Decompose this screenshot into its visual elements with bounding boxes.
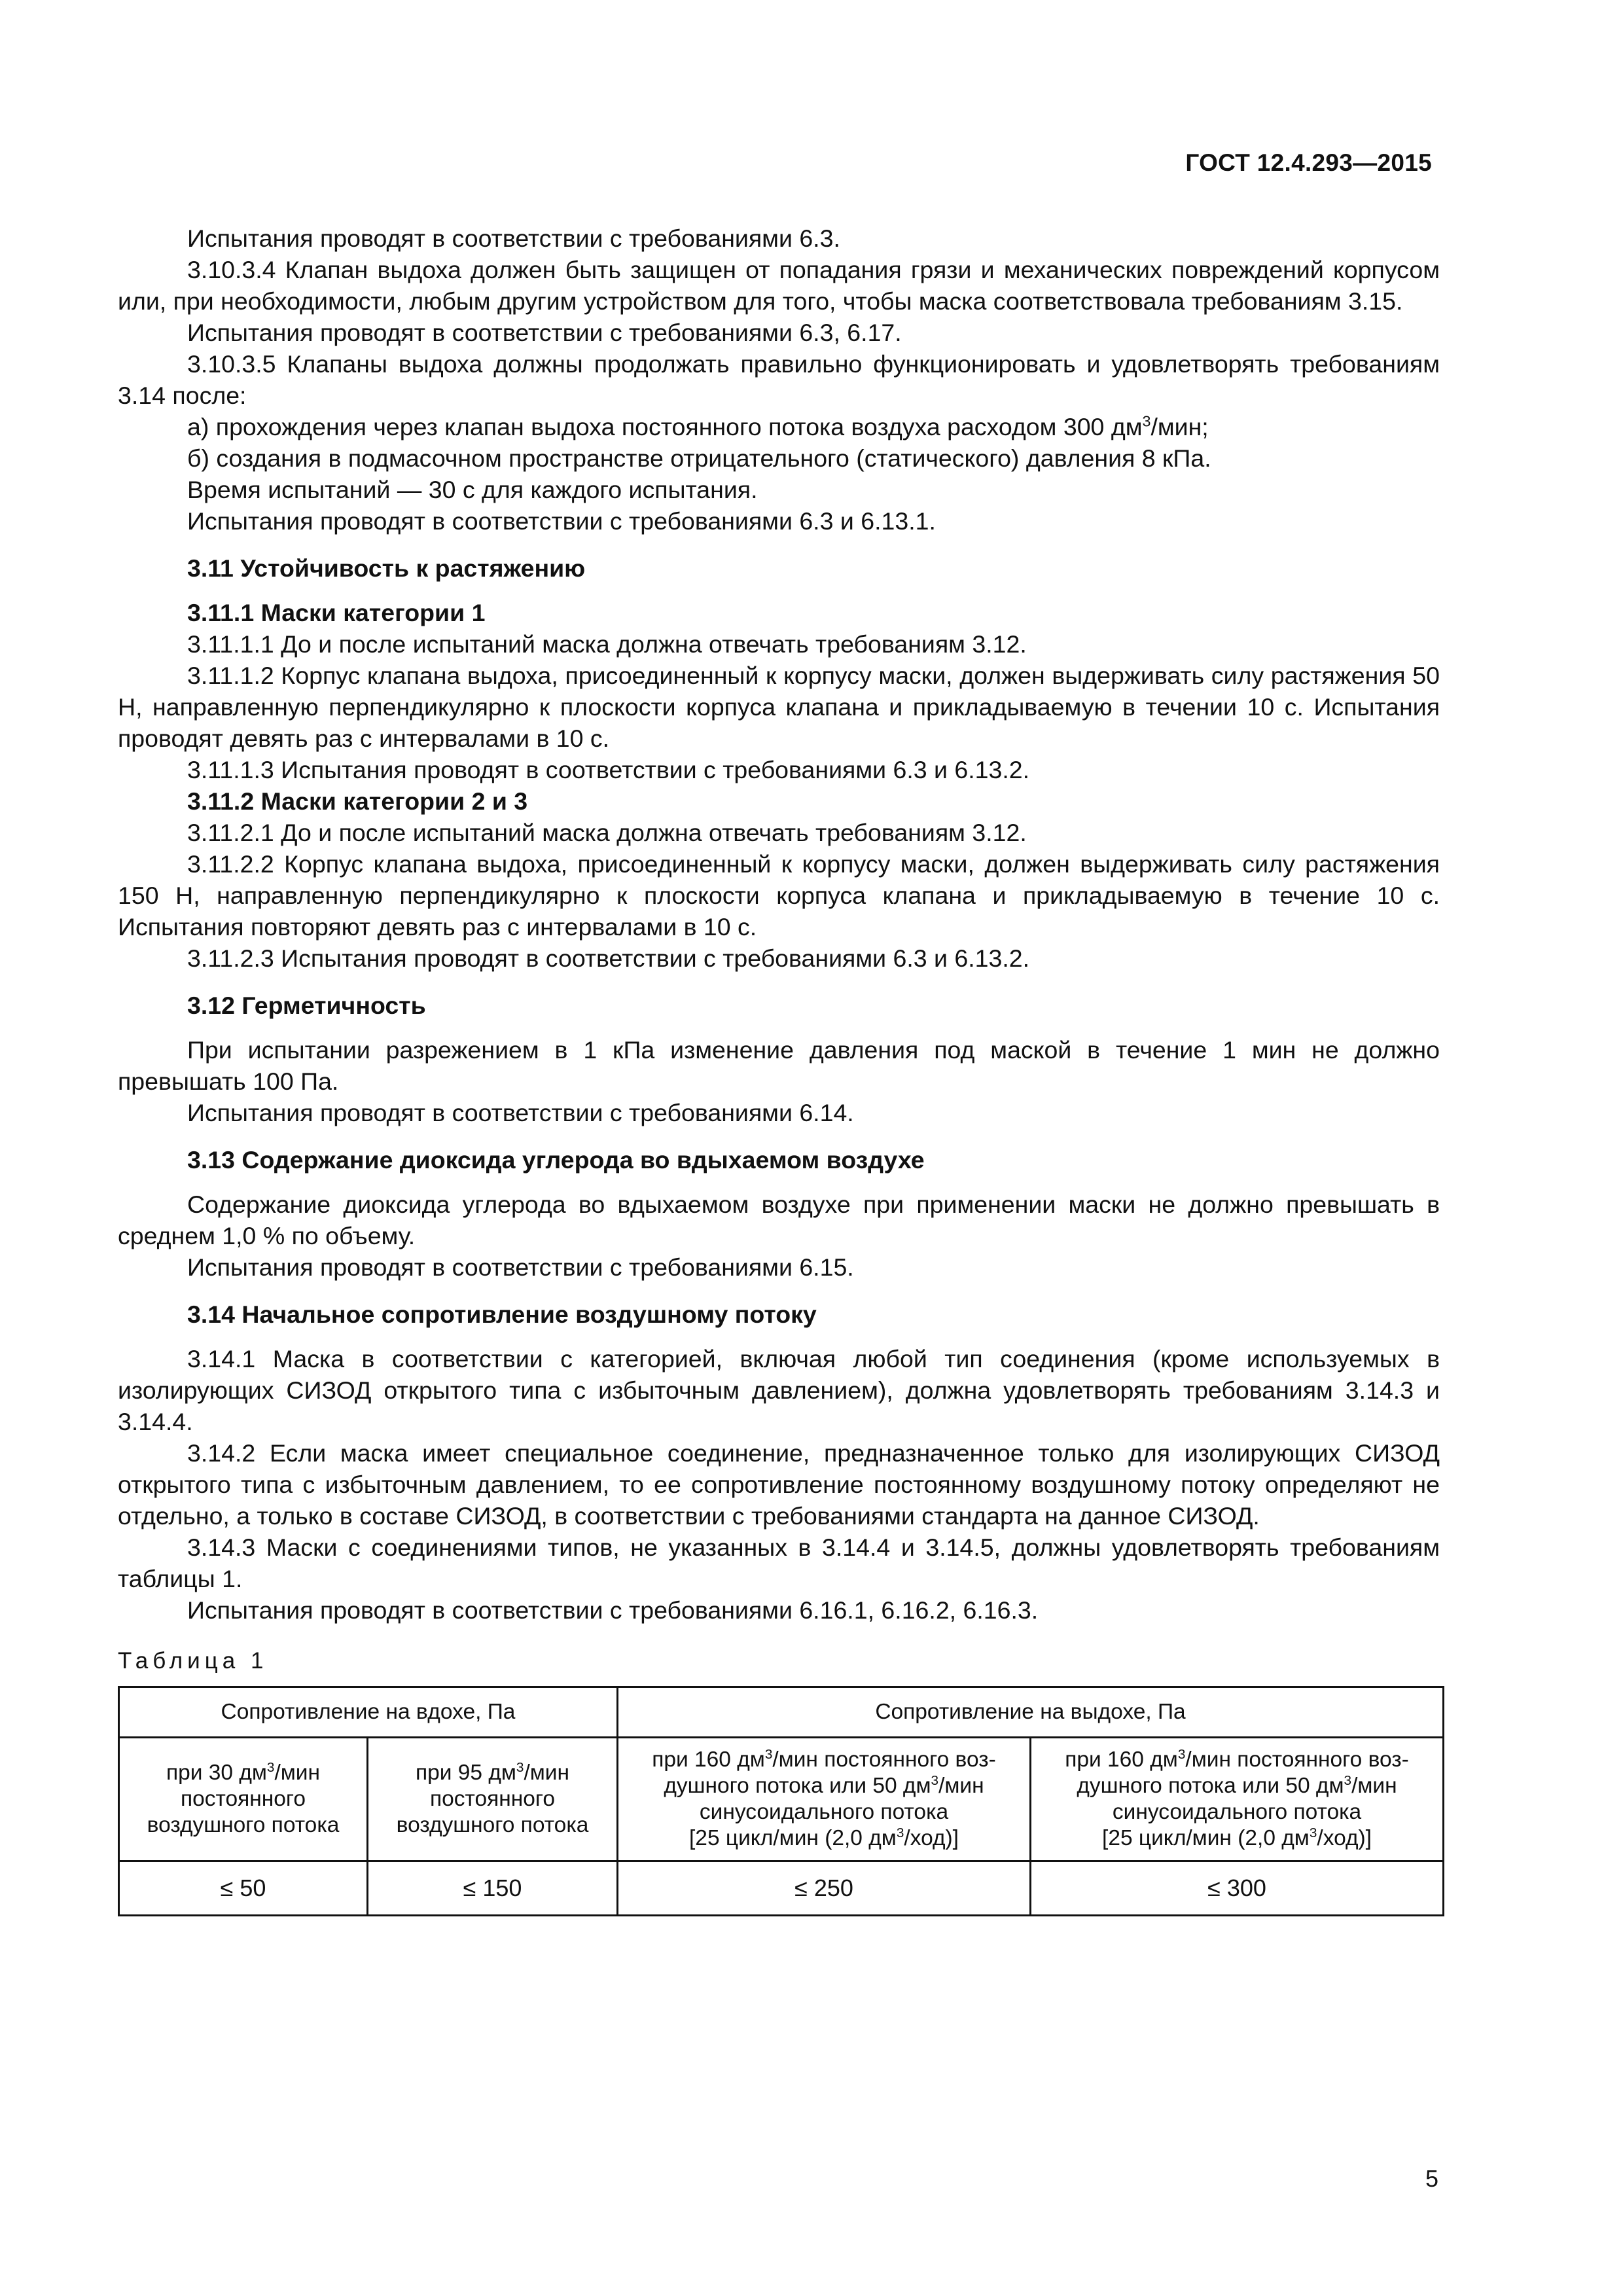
clause-3-10-3-5: 3.10.3.5 Клапаны выдоха должны продолжать правильно функционировать и удовлетворять требованиям 3.14 после: <box>118 350 1440 409</box>
section-heading-3-12: 3.12 Герметичность <box>187 992 426 1019</box>
paragraph: Содержание диоксида углерода во вдыхаемом воздухе при применении маски не должно превышать в среднем 1,0 % по объему. <box>118 1191 1440 1249</box>
clause-3-14-1: 3.14.1 Маска в соответствии с категорией, включая любой тип соединения (кроме используемых в изолирующих СИЗОД открытого типа с избыточным давлением), должна удовлетворять требованиям 3.14.3 и 3.14.4. <box>118 1345 1440 1435</box>
cell-text: воздушного потока <box>147 1813 340 1837</box>
clause-3-11-2-2: 3.11.2.2 Корпус клапана выдоха, присоединенный к корпусу маски, должен выдерживать силу растяжения 150 Н, направленную перпендикулярно к плоскости корпуса клапана и прикладываемую в течение 10 с. Испытания повторяют девять раз с интервалами в 10 с. <box>118 850 1440 941</box>
cell-text: [25 цикл/мин (2,0 дм <box>689 1826 897 1850</box>
cell-text: [25 цикл/мин (2,0 дм <box>1102 1826 1310 1850</box>
cell-text: душного потока или 50 дм <box>664 1774 931 1798</box>
table-caption: Таблица 1 <box>118 1648 268 1674</box>
section-heading-3-11: 3.11 Устойчивость к растяжению <box>187 554 586 582</box>
superscript: 3 <box>1177 1746 1186 1762</box>
cell-text: /мин <box>938 1774 984 1798</box>
paragraph: Испытания проводят в соответствии с требованиями 6.3 и 6.13.1. <box>187 507 936 535</box>
paragraph: Испытания проводят в соответствии с требованиями 6.14. <box>187 1099 854 1126</box>
section-heading-3-13: 3.13 Содержание диоксида углерода во вдыхаемом воздухе <box>187 1146 925 1174</box>
header-exhale: Сопротивление на выдохе, Па <box>618 1687 1444 1738</box>
clause-3-14-3: 3.14.3 Маски с соединениями типов, не указанных в 3.14.4 и 3.14.5, должны удовлетворять требованиям таблицы 1. <box>118 1534 1440 1592</box>
cell-text: /мин постоянного воз- <box>1185 1748 1409 1772</box>
superscript: 3 <box>1344 1772 1352 1788</box>
cell-text: /мин <box>1351 1774 1397 1798</box>
clause-3-11-2-3: 3.11.2.3 Испытания проводят в соответствии с требованиями 6.3 и 6.13.2. <box>187 944 1030 972</box>
list-item-a-text: а) прохождения через клапан выдоха постоянного потока воздуха расходом 300 дм <box>187 413 1143 440</box>
subheader-exhale-left <box>618 1738 1031 1861</box>
subheader-inhale-30 <box>119 1738 368 1861</box>
table-subheader-row <box>119 1738 1444 1861</box>
cell-text: /ход)] <box>904 1826 959 1850</box>
clause-3-14-2: 3.14.2 Если маска имеет специальное соединение, предназначенное только для изолирующих СИЗОД открытого типа с избыточным давлением, то ее сопротивление постоянному воздушному потоку определяют не отдельно, а только в составе СИЗОД, в соответствии с требованиями стандарта на данное СИЗОД. <box>118 1439 1440 1530</box>
table-cell: ≤ 250 <box>618 1861 1031 1916</box>
paragraph: Испытания проводят в соответствии с требованиями 6.3. <box>187 224 840 252</box>
list-item-a-unit: /мин; <box>1150 413 1209 440</box>
table-cell: ≤ 50 <box>119 1861 368 1916</box>
cell-text: при 160 дм <box>1065 1748 1178 1772</box>
subheader-exhale-right <box>1031 1738 1444 1861</box>
cell-text: при 160 дм <box>652 1748 765 1772</box>
cell-text: синусоидального потока <box>1112 1800 1362 1824</box>
subsection-heading-3-11-1: 3.11.1 Маски категории 1 <box>187 599 486 626</box>
table-cell: ≤ 300 <box>1031 1861 1444 1916</box>
cell-text: постоянного <box>180 1787 306 1811</box>
paragraph: Испытания проводят в соответствии с требованиями 6.3, 6.17. <box>187 319 902 346</box>
clause-3-10-3-4: 3.10.3.4 Клапан выдоха должен быть защищен от попадания грязи и механических повреждений корпусом или, при необходимости, любым другим устройством для того, чтобы маска соответствовала требованиям 3.15. <box>118 256 1440 315</box>
resistance-table <box>118 1686 1444 1916</box>
section-heading-3-14: 3.14 Начальное сопротивление воздушному потоку <box>187 1300 817 1328</box>
cell-text: постоянного <box>429 1787 555 1811</box>
clause-3-11-1-1: 3.11.1.1 До и после испытаний маска должна отвечать требованиям 3.12. <box>187 630 1027 658</box>
list-item-b: б) создания в подмасочном пространстве отрицательного (статического) давления 8 кПа. <box>187 444 1211 472</box>
cell-text: при 95 дм <box>415 1761 516 1785</box>
document-code: ГОСТ 12.4.293—2015 <box>1185 149 1432 176</box>
clause-3-11-1-2: 3.11.1.2 Корпус клапана выдоха, присоединенный к корпусу маски, должен выдерживать силу растяжения 50 Н, направленную перпендикулярно к плоскости корпуса клапана и прикладываемую в течении 10 с. Испытания проводят девять раз с интервалами в 10 с. <box>118 662 1440 752</box>
clause-3-11-2-1: 3.11.2.1 До и после испытаний маска должна отвечать требованиям 3.12. <box>187 819 1027 846</box>
superscript: 3 <box>516 1759 524 1775</box>
list-item-a <box>118 411 1440 442</box>
clause-3-11-1-3: 3.11.1.3 Испытания проводят в соответствии с требованиями 6.3 и 6.13.2. <box>187 756 1030 783</box>
cell-text: при 30 дм <box>166 1761 267 1785</box>
table-row <box>119 1861 1444 1916</box>
paragraph: Испытания проводят в соответствии с требованиями 6.15. <box>187 1253 854 1281</box>
superscript: 3 <box>266 1759 275 1775</box>
cell-text: /ход)] <box>1317 1826 1372 1850</box>
paragraph: При испытании разрежением в 1 кПа изменение давления под маской в течение 1 мин не должно превышать 100 Па. <box>118 1036 1440 1095</box>
table-header-row <box>119 1687 1444 1738</box>
superscript: 3 <box>1142 412 1151 430</box>
cell-text: /мин постоянного воз- <box>772 1748 996 1772</box>
page-number: 5 <box>1425 2165 1438 2192</box>
cell-text: синусоидального потока <box>699 1800 949 1824</box>
paragraph: Испытания проводят в соответствии с требованиями 6.16.1, 6.16.2, 6.16.3. <box>187 1596 1039 1624</box>
subheader-inhale-95 <box>368 1738 618 1861</box>
superscript: 3 <box>764 1746 773 1762</box>
cell-text: /мин <box>524 1761 570 1785</box>
cell-text: /мин <box>274 1761 321 1785</box>
page-content <box>118 223 1440 1916</box>
header-inhale: Сопротивление на вдохе, Па <box>119 1687 618 1738</box>
superscript: 3 <box>1309 1825 1317 1840</box>
superscript: 3 <box>931 1772 939 1788</box>
superscript: 3 <box>896 1825 904 1840</box>
table-cell: ≤ 150 <box>368 1861 618 1916</box>
cell-text: воздушного потока <box>396 1813 589 1837</box>
paragraph: Время испытаний — 30 с для каждого испытания. <box>187 476 758 503</box>
cell-text: душного потока или 50 дм <box>1077 1774 1344 1798</box>
subsection-heading-3-11-2: 3.11.2 Маски категории 2 и 3 <box>187 787 528 815</box>
